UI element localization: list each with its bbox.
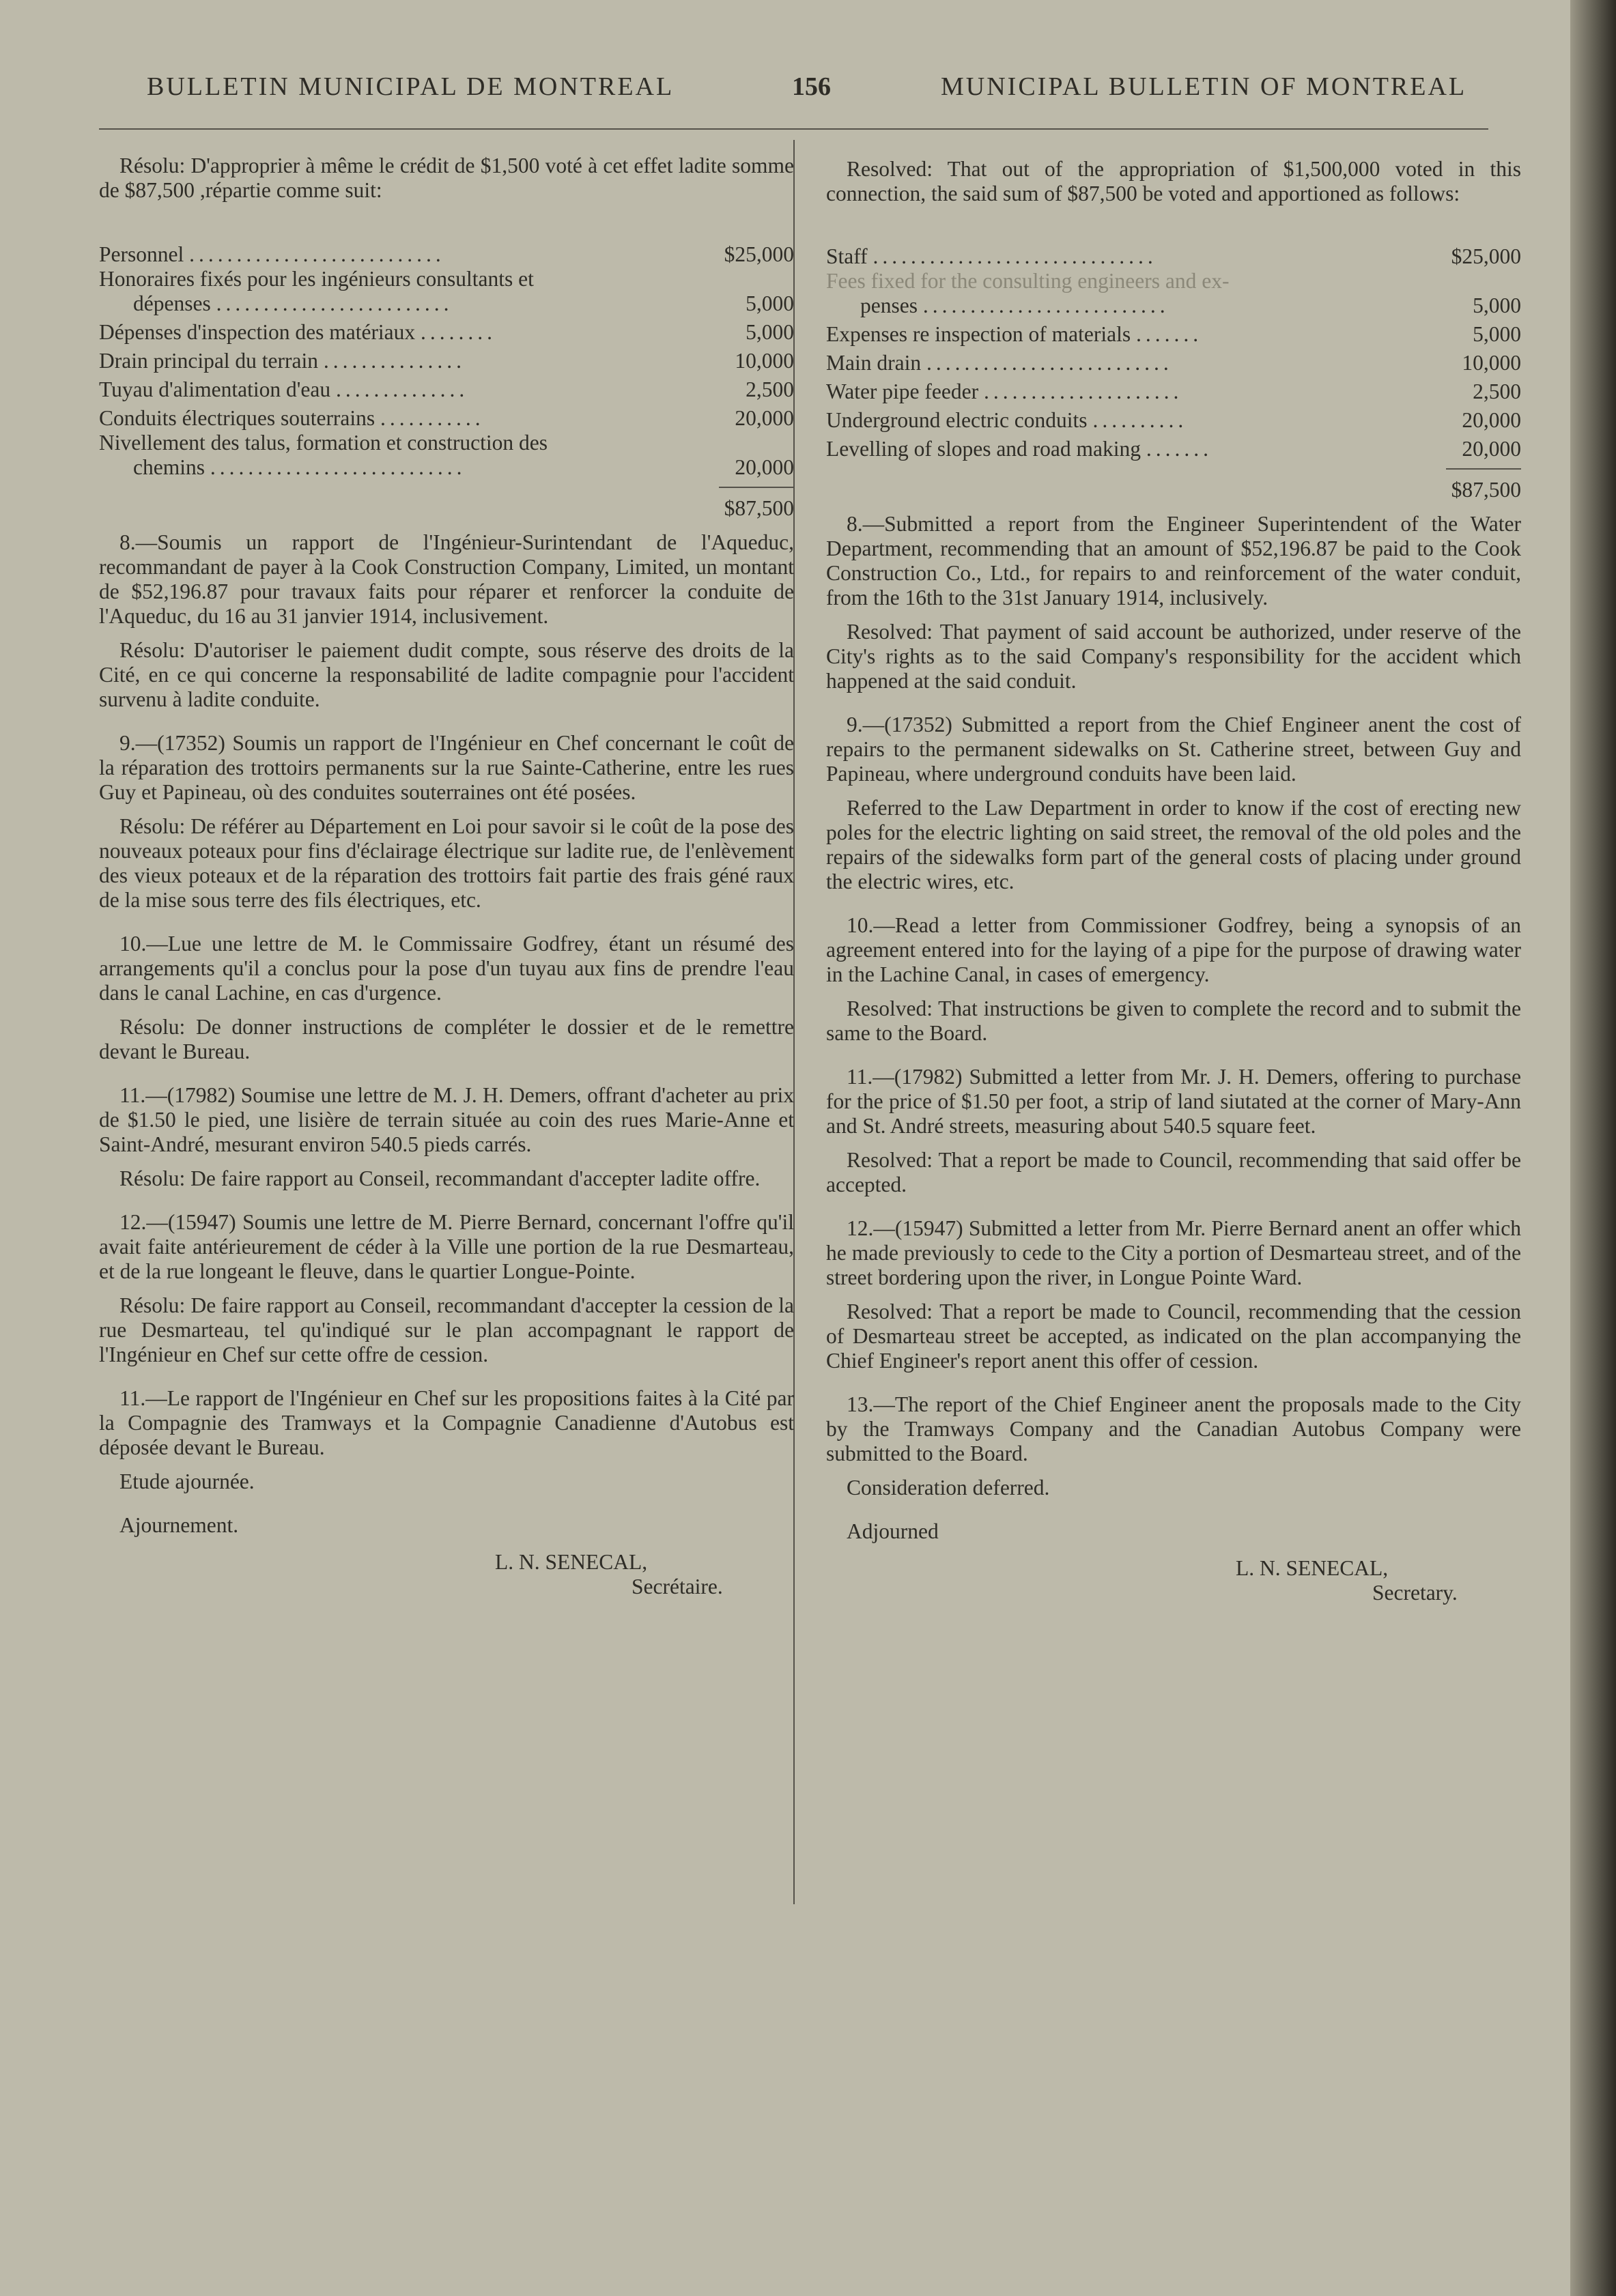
item-9-resolution: Referred to the Law Department in order to know if the cost of erecting new poles for the electric lighting on said street, the removal of the old poles and the repairs of the sidewalks form part of the general costs of placing under ground the electric wires, etc.	[826, 796, 1521, 893]
budget-row	[99, 402, 794, 431]
page-binding-edge	[1570, 0, 1616, 2296]
budget-label: Conduits électriques souterrains ...........	[99, 406, 485, 430]
budget-label: Staff ..............................	[826, 244, 1157, 268]
budget-amount: 20,000	[1462, 408, 1521, 432]
resolution-intro: Résolu: D'approprier à même le crédit de $1,500 voté à cet effet ladite somme de $87,500 ,répartie comme suit:	[99, 154, 794, 202]
item-10-resolution: Resolved: That instructions be given to complete the record and to submit the same to the Board.	[826, 996, 1521, 1045]
budget-amount: 5,000	[746, 320, 794, 344]
budget-table	[99, 238, 794, 521]
signature-block	[826, 1556, 1521, 1605]
item-10: 10.—Read a letter from Commissioner Godfrey, being a synopsis of an agreement entered into for the laying of a pipe for the purpose of drawing water in the Lachine Canal, in cases of emergency.	[826, 913, 1521, 986]
budget-row	[99, 373, 794, 402]
signature-block	[99, 1550, 794, 1599]
budget-amount: 2,500	[746, 377, 794, 401]
budget-label: Levelling of slopes and road making .......	[826, 437, 1213, 461]
item-9: 9.—(17352) Submitted a report from the Chief Engineer anent the cost of repairs to the permanent sidewalks on St. Catherine street, between Guy and Papineau, where underground conduits have been laid.	[826, 713, 1521, 786]
item-8-resolution: Resolved: That payment of said account be authorized, under reserve of the City's rights as to the said Company's responsibility for the accident which happened at the said conduit.	[826, 620, 1521, 693]
budget-amount: 2,500	[1473, 379, 1521, 403]
budget-row	[99, 431, 794, 480]
budget-label: Underground electric conduits ..........	[826, 408, 1188, 432]
budget-row	[826, 318, 1521, 347]
item-8-resolution: Résolu: D'autoriser le paiement dudit compte, sous réserve des droits de la Cité, en ce qui concerne la responsabilité de ladite compagnie pour l'accident survenu à ladite conduite.	[99, 638, 794, 711]
item-11-resolution: Résolu: De faire rapport au Conseil, recommandant d'accepter ladite offre.	[119, 1166, 761, 1190]
item-13: 11.—Le rapport de l'Ingénieur en Chef sur les propositions faites à la Cité par la Compagnie des Tramways et la Compagnie Canadienne d'Autobus est déposée devant le Bureau.	[99, 1386, 794, 1459]
budget-row	[826, 433, 1521, 461]
item-11-resolution: Resolved: That a report be made to Council, recommending that said offer be accepted.	[826, 1148, 1521, 1196]
item-13-resolution: Consideration deferred.	[847, 1476, 1050, 1499]
item-13-resolution: Etude ajournée.	[119, 1469, 255, 1493]
item-12: 12.—(15947) Submitted a letter from Mr. Pierre Bernard anent an offer which he made previously to cede to the City a portion of Desmarteau street, and of the street bordering upon the river, in Longue Pointe Ward.	[826, 1216, 1521, 1289]
header-title-french: BULLETIN MUNICIPAL DE MONTREAL	[147, 72, 675, 101]
item-12-resolution: Resolved: That a report be made to Council, recommending that the cession of Desmarteau street be accepted, as indicated on the plan accompanying the Chief Engineer's report anent this offer of cession.	[826, 1300, 1521, 1373]
signature-name: L. N. SENECAL,	[1236, 1556, 1389, 1580]
item-13: 13.—The report of the Chief Engineer anent the proposals made to the City by the Tramways Company and the Canadian Autobus Company were submitted to the Board.	[826, 1392, 1521, 1465]
budget-row	[99, 316, 794, 345]
budget-amount: $25,000	[1451, 244, 1521, 268]
item-8: 8.—Submitted a report from the Engineer Superintendent of the Water Department, recommending that an amount of $52,196.87 be paid to the Cook Construction Co., Ltd., for repairs to and reinforcement of the water conduit, from the 16th to the 31st January 1914, inclusively.	[826, 512, 1521, 609]
total-rule	[719, 487, 794, 488]
budget-row	[99, 238, 794, 267]
budget-amount: 5,000	[1473, 322, 1521, 346]
french-column	[99, 154, 794, 1599]
budget-row	[99, 345, 794, 373]
budget-amount: $25,000	[724, 242, 794, 266]
page-number: 156	[792, 72, 831, 101]
budget-amount: 10,000	[1462, 351, 1521, 375]
budget-label: Main drain ..........................	[826, 351, 1173, 375]
budget-amount: 5,000	[1473, 293, 1521, 317]
header-rule	[99, 128, 1488, 130]
signature-title: Secrétaire.	[632, 1575, 723, 1598]
budget-label: Water pipe feeder .....................	[826, 379, 1183, 403]
budget-row	[826, 240, 1521, 269]
budget-label: Drain principal du terrain ...............	[99, 349, 466, 373]
total-rule	[1446, 468, 1521, 470]
item-10: 10.—Lue une lettre de M. le Commissaire Godfrey, étant un résumé des arrangements qu'il a conclus pour la pose d'un tuyau aux fins de prendre l'eau dans le canal Lachine, en cas d'urgence.	[99, 932, 794, 1005]
budget-label: Tuyau d'alimentation d'eau ..............	[99, 377, 469, 401]
budget-total: $87,500	[1451, 478, 1521, 502]
header-title-english: MUNICIPAL BULLETIN OF MONTREAL	[941, 72, 1467, 101]
budget-amount: 5,000	[746, 291, 794, 315]
budget-row	[826, 404, 1521, 433]
english-column	[826, 157, 1521, 1605]
budget-table	[826, 240, 1521, 502]
item-9: 9.—(17352) Soumis un rapport de l'Ingénieur en Chef concernant le coût de la réparation des trottoirs permanents sur la rue Sainte-Catherine, entre les rues Guy et Papineau, où des conduites souterraines ont été posées.	[99, 731, 794, 804]
budget-amount: 10,000	[735, 349, 794, 373]
budget-amount: 20,000	[1462, 437, 1521, 461]
signature-title: Secretary.	[1372, 1581, 1458, 1605]
budget-label: Nivellement des talus, formation et construction des chemins ...........................	[99, 431, 548, 479]
budget-amount: 20,000	[735, 455, 794, 479]
budget-label: Fees fixed for the consulting engineers and ex- penses ..........................	[826, 269, 1230, 317]
budget-label: Dépenses d'inspection des matériaux ........	[99, 320, 497, 344]
item-8: 8.—Soumis un rapport de l'Ingénieur-Surintendant de l'Aqueduc, recommandant de payer à la Cook Construction Company, Limited, un montant de $52,196.87 pour travaux faits pour réparer et renforcer la conduite de l'Aqueduc, du 16 au 31 janvier 1914, inclusivement.	[99, 530, 794, 628]
item-12: 12.—(15947) Soumis une lettre de M. Pierre Bernard, concernant l'offre qu'il avait faite antérieurement de céder à la Ville une portion de la rue Desmarteau, et de la rue longeant le fleuve, dans le quartier Longue-Pointe.	[99, 1210, 794, 1283]
budget-row	[826, 269, 1521, 318]
resolution-intro: Resolved: That out of the appropriation of $1,500,000 voted in this connection, the said sum of $87,500 be voted and apportioned as follows:	[826, 157, 1521, 205]
budget-label: Personnel ...........................	[99, 242, 445, 266]
adjournment: Ajournement.	[119, 1513, 239, 1537]
item-11: 11.—(17982) Submitted a letter from Mr. J. H. Demers, offering to purchase for the price of $1.50 per foot, a strip of land siutated at the corner of Mary-Ann and St. André streets, measuring about 540.5 square feet.	[826, 1065, 1521, 1138]
budget-total: $87,500	[724, 496, 794, 520]
budget-row	[826, 347, 1521, 375]
budget-label: Honoraires fixés pour les ingénieurs consultants et dépenses .........................	[99, 267, 534, 315]
budget-row	[826, 375, 1521, 404]
item-12-resolution: Résolu: De faire rapport au Conseil, recommandant d'accepter la cession de la rue Desmarteau, tel qu'indiqué sur le plan accompagnant le rapport de l'Ingénieur en Chef sur cette offre de cession.	[99, 1293, 794, 1366]
budget-amount: 20,000	[735, 406, 794, 430]
budget-row	[99, 267, 794, 316]
signature-name: L. N. SENECAL,	[495, 1550, 648, 1574]
page-header	[0, 72, 1570, 113]
item-9-resolution: Résolu: De référer au Département en Loi pour savoir si le coût de la pose des nouveaux poteaux pour fins d'éclairage électrique sur ladite rue, de l'enlèvement des vieux poteaux et de la réparation des trottoirs fait partie des frais géné raux de la mise sous terre des fils électriques, etc.	[99, 814, 794, 912]
adjournment: Adjourned	[847, 1519, 939, 1543]
item-11: 11.—(17982) Soumise une lettre de M. J. H. Demers, offrant d'acheter au prix de $1.50 le pied, une lisière de terrain située au coin des rues Marie-Anne et Saint-André, mesurant environ 540.5 pieds carrés.	[99, 1083, 794, 1156]
budget-label: Expenses re inspection of materials .......	[826, 322, 1203, 346]
item-10-resolution: Résolu: De donner instructions de compléter le dossier et de le remettre devant le Bureau.	[99, 1015, 794, 1063]
